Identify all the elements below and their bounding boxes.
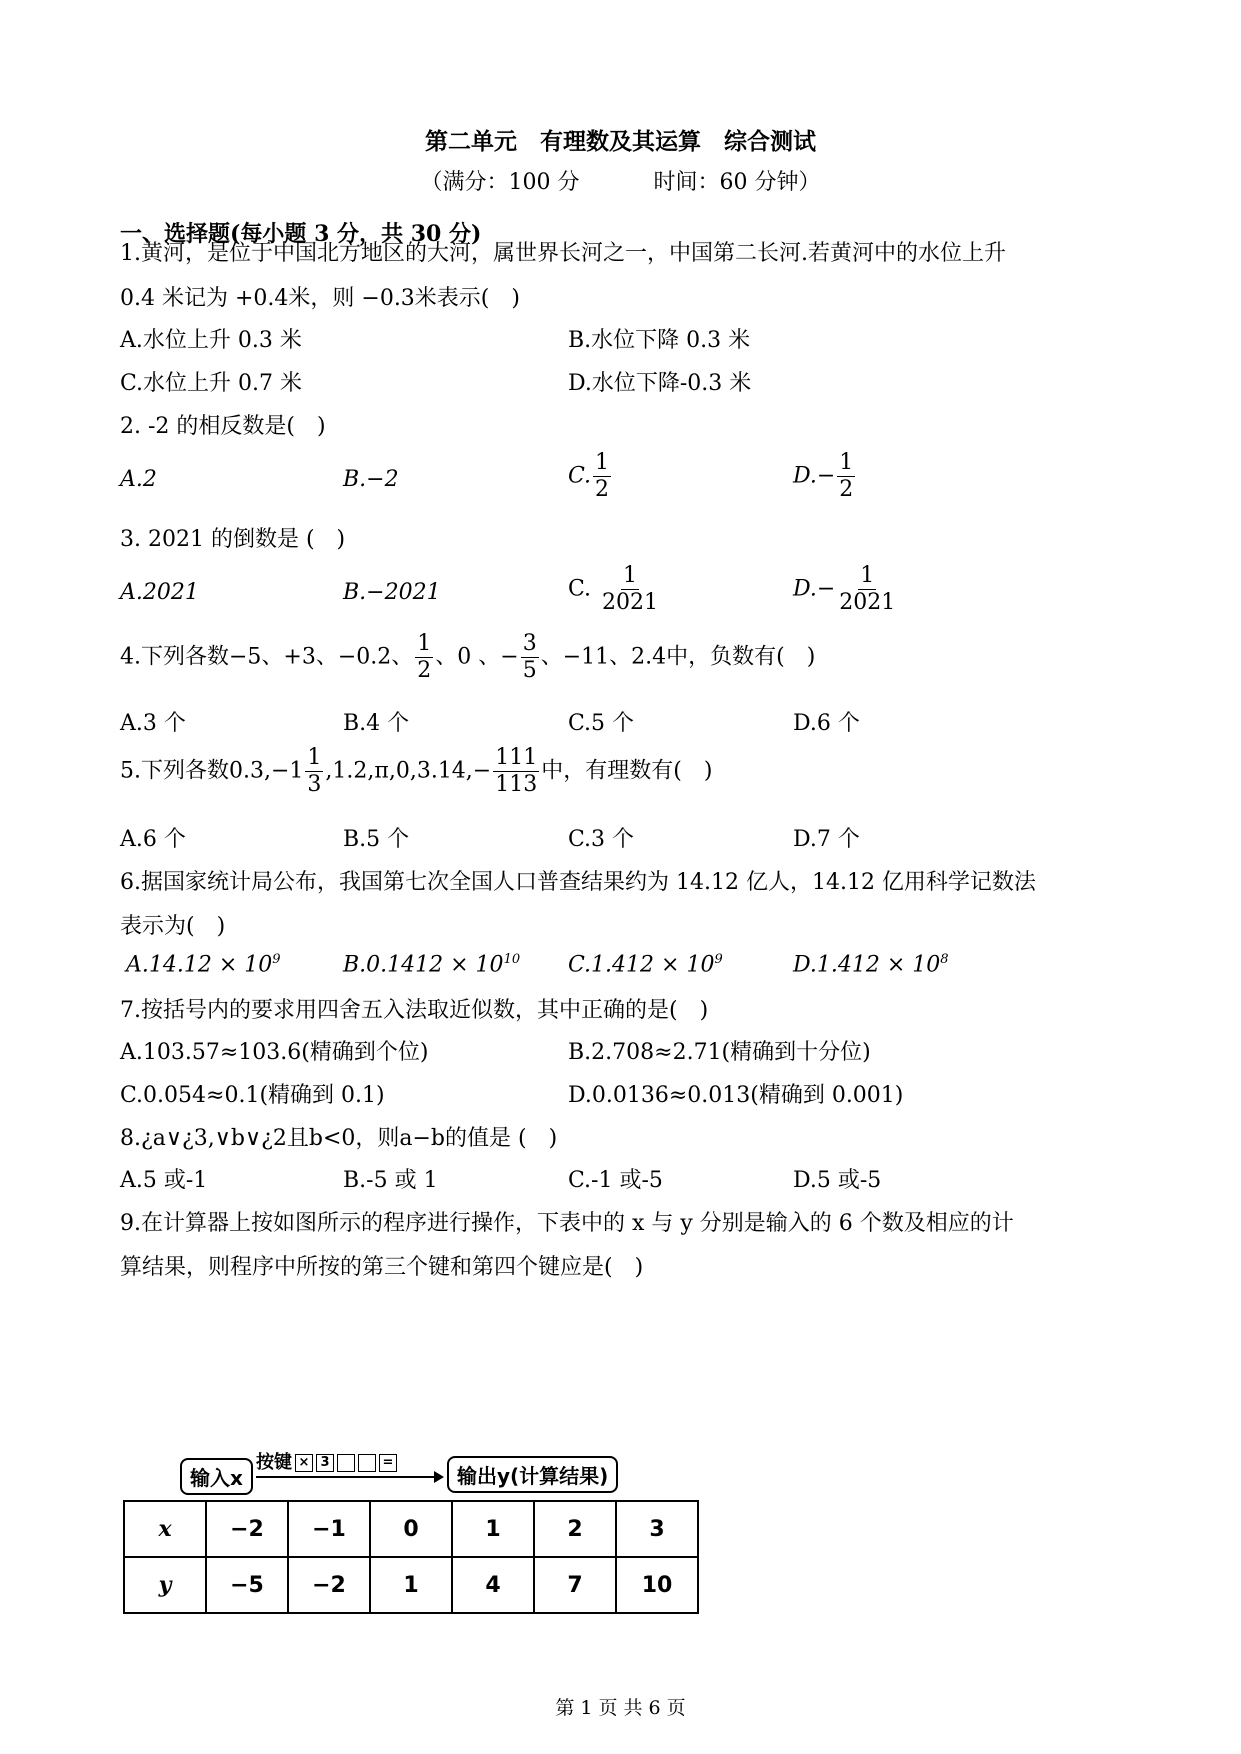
three-key: 3 (316, 1454, 334, 1472)
section-heading: 一、选择题(每小题 3 分，共 30 分) (120, 221, 482, 247)
q6-option-b (343, 952, 520, 977)
numerator: 1 (307, 745, 322, 770)
time-limit: 时间：60 分钟） (653, 170, 821, 195)
fraction (593, 452, 611, 501)
q5-stem-post: 中，有理数有( ) (541, 758, 713, 784)
q6-option-c (568, 952, 723, 977)
q5-stem-mid: ,1.2,π,0,3.14,− (325, 758, 492, 784)
q6-option-a-base: A.14.12 × 10 (126, 952, 273, 978)
page-footer: 第 1 页 共 6 页 (555, 1697, 686, 1719)
page-title: 第二单元 有理数及其运算 综合测试 (425, 128, 816, 155)
numerator: 1 (417, 631, 432, 656)
q6-option-d-base: D.1.412 × 10 (793, 952, 941, 978)
key-sequence (256, 1448, 397, 1474)
q2-option-d-prefix: D.− (793, 463, 836, 489)
q6-option-c-exp: 9 (714, 952, 723, 967)
numerator: 111 (495, 745, 538, 770)
table-cell: −5 (206, 1557, 288, 1613)
q3-option-d (793, 565, 899, 614)
q4-stem-mid: 、0 、− (435, 644, 519, 670)
table-cell: 3 (616, 1501, 698, 1557)
q3-option-c-prefix: C. (568, 576, 599, 602)
fraction (305, 747, 323, 796)
q4-option-b: B.4 个 (343, 711, 410, 736)
fraction (521, 633, 539, 682)
q1-option-b: B.水位下降 0.3 米 (568, 328, 751, 353)
q7-option-a: A.103.57≈103.6(精确到个位) (120, 1040, 429, 1065)
q6-option-b-exp: 10 (503, 952, 521, 967)
q4-stem-pre: 4.下列各数−5、+3、−0.2、 (120, 644, 414, 670)
q1-option-a: A.水位上升 0.3 米 (120, 328, 302, 353)
q4-option-d: D.6 个 (793, 711, 860, 736)
q4-option-c: C.5 个 (568, 711, 635, 736)
q3-option-d-prefix: D.− (793, 576, 836, 602)
q2-option-d (793, 452, 857, 501)
table-cell: 1 (370, 1557, 452, 1613)
q6-option-d (793, 952, 949, 977)
input-x-box: 输入x (180, 1458, 253, 1495)
q8-option-d: D.5 或-5 (793, 1168, 882, 1193)
table-cell: −2 (206, 1501, 288, 1557)
fraction (837, 452, 855, 501)
denominator: 2 (839, 477, 854, 502)
q7-stem: 7.按括号内的要求用四舍五入法取近似数，其中正确的是( ) (120, 998, 709, 1023)
q7-option-d: D.0.0136≈0.013(精确到 0.001) (568, 1083, 904, 1108)
keys-label: 按键 (256, 1452, 292, 1473)
q6-option-b-base: B.0.1412 × 10 (343, 952, 504, 978)
equals-key: = (379, 1454, 397, 1472)
q4-stem (120, 633, 815, 682)
q6-line1: 6.据国家统计局公布，我国第七次全国人口普查结果约为 14.12 亿人，14.12 亿用科学记数法 (120, 870, 1036, 895)
q5-option-a: A.6 个 (120, 827, 186, 852)
table-cell: 0 (370, 1501, 452, 1557)
table-cell: 10 (616, 1557, 698, 1613)
arrow-icon (256, 1476, 436, 1478)
output-y-box: 输出y(计算结果) (447, 1456, 618, 1493)
q6-option-d-exp: 8 (940, 952, 949, 967)
numerator: 3 (522, 631, 537, 656)
q8-option-b: B.-5 或 1 (343, 1168, 438, 1193)
denominator: 2 (595, 477, 610, 502)
denominator: 2 (417, 658, 432, 683)
q6-option-a-exp: 9 (272, 952, 281, 967)
q5-option-d: D.7 个 (793, 827, 860, 852)
denominator: 2021 (839, 590, 896, 615)
table-row (124, 1557, 698, 1613)
numerator: 1 (860, 563, 875, 588)
q7-option-c: C.0.054≈0.1(精确到 0.1) (120, 1083, 385, 1108)
full-score: （满分：100 分 (420, 170, 580, 195)
q4-option-a: A.3 个 (120, 711, 186, 736)
denominator: 2021 (602, 590, 659, 615)
table-cell: 7 (534, 1557, 616, 1613)
table-cell: 1 (452, 1501, 534, 1557)
numerator: 1 (623, 563, 638, 588)
q5-option-b: B.5 个 (343, 827, 410, 852)
q2-option-c (568, 452, 613, 501)
numerator: 1 (839, 450, 854, 475)
q9-line1: 9.在计算器上按如图所示的程序进行操作，下表中的 x 与 y 分别是输入的 6 个数及相应的计 (120, 1211, 1014, 1236)
q5-stem (120, 747, 712, 796)
q1-line1: 1.黄河，是位于中国北方地区的大河，属世界长河之一，中国第二长河.若黄河中的水位上升 (120, 241, 1006, 266)
fraction (837, 565, 897, 614)
q7-option-b: B.2.708≈2.71(精确到十分位) (568, 1040, 871, 1065)
q2-option-c-prefix: C. (568, 463, 592, 489)
q2-option-a: A.2 (120, 467, 157, 492)
table-cell: 2 (534, 1501, 616, 1557)
q1-option-c: C.水位上升 0.7 米 (120, 371, 303, 396)
fraction (415, 633, 433, 682)
denominator: 113 (495, 772, 538, 797)
table-cell: −2 (288, 1557, 370, 1613)
blank-key-4 (358, 1454, 376, 1472)
q5-stem-pre: 5.下列各数0.3,−1 (120, 758, 304, 784)
q2-stem: 2. -2 的相反数是( ) (120, 414, 326, 439)
q4-stem-post: 、−11、2.4中，负数有( ) (540, 644, 816, 670)
multiply-key: × (295, 1454, 313, 1472)
q6-line2: 表示为( ) (120, 914, 226, 939)
fraction (600, 565, 660, 614)
xy-table (123, 1500, 699, 1614)
q8-option-c: C.-1 或-5 (568, 1168, 663, 1193)
q5-option-c: C.3 个 (568, 827, 635, 852)
q3-option-a: A.2021 (120, 580, 199, 605)
q3-option-c (568, 565, 662, 614)
q6-option-c-base: C.1.412 × 10 (568, 952, 715, 978)
q3-option-b: B.−2021 (343, 580, 441, 605)
fraction (493, 747, 539, 796)
q1-option-d: D.水位下降-0.3 米 (568, 371, 752, 396)
x-header: x (124, 1501, 206, 1557)
q2-option-b: B.−2 (343, 467, 399, 492)
q3-stem: 3. 2021 的倒数是 ( ) (120, 527, 346, 552)
q8-stem: 8.¿a∨¿3,∨b∨¿2且b<0，则a−b的值是 ( ) (120, 1126, 558, 1151)
table-cell: 4 (452, 1557, 534, 1613)
table-row (124, 1501, 698, 1557)
table-cell: −1 (288, 1501, 370, 1557)
q8-option-a: A.5 或-1 (120, 1168, 208, 1193)
denominator: 5 (522, 658, 537, 683)
q1-line2: 0.4 米记为 +0.4米，则 −0.3米表示( ) (120, 286, 520, 311)
page-subtitle (0, 165, 1241, 196)
q6-option-a (126, 952, 281, 977)
numerator: 1 (595, 450, 610, 475)
q9-line2: 算结果，则程序中所按的第三个键和第四个键应是( ) (120, 1255, 644, 1280)
blank-key-3 (337, 1454, 355, 1472)
denominator: 3 (307, 772, 322, 797)
y-header: y (124, 1557, 206, 1613)
